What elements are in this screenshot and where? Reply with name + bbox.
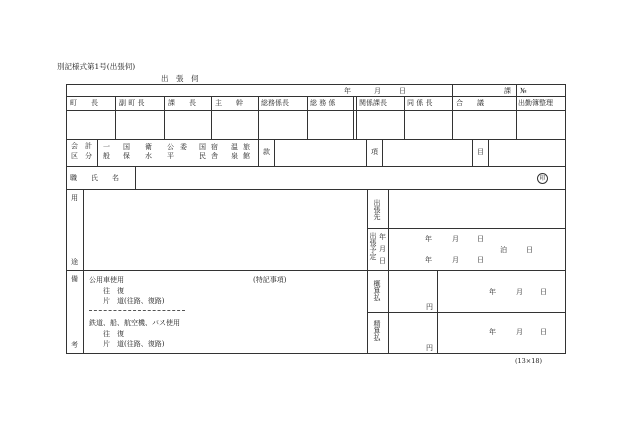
approver-attendance: 出勤簿整理: [518, 99, 553, 107]
acct-ryokan: 旅 館: [243, 143, 250, 160]
doc-title: 出 張 伺: [161, 74, 199, 83]
approver-general-chief: 総務係長: [261, 99, 289, 107]
settle-day: 日: [540, 328, 547, 336]
advance-month: 月: [516, 288, 523, 296]
accounting-label-1: 会 計: [71, 142, 92, 150]
accounting-label-2: 区 分: [71, 152, 92, 160]
ka-label: 課: [504, 87, 511, 95]
approver-mayor: 町 長: [70, 99, 98, 107]
acct-kokumin: 国 民: [199, 143, 206, 160]
transport-title: 鉄道、船、航空機、バス使用: [89, 319, 180, 327]
approver-section-chief: 課 長: [168, 99, 196, 107]
days-label: 日: [526, 246, 533, 254]
moku-label: 目: [477, 148, 484, 156]
advance-label: 概算払: [373, 280, 381, 301]
car-oneway: 片 道(往路、復路): [103, 297, 165, 305]
notes-bottom: 考: [71, 341, 78, 349]
acct-kohei: 公 平: [167, 143, 174, 160]
schedule-label: 出張予定: [369, 232, 377, 260]
notes-top: 備: [71, 275, 78, 283]
transport-round: 往 復: [103, 330, 124, 338]
form-title: 別記様式第1号(出張伺): [57, 62, 136, 71]
approver-deputy: 副 町 長: [119, 99, 145, 107]
settle-label: 精算払: [373, 320, 381, 341]
special-notes: (特記事項): [253, 276, 287, 284]
from-month: 月: [452, 235, 459, 243]
name-label: 職 氏 名: [70, 174, 119, 182]
schedule-sub-month: 月: [379, 245, 386, 253]
acct-onsen: 温 泉: [231, 143, 238, 160]
approver-consultation: 合 議: [456, 99, 484, 107]
to-month: 月: [452, 256, 459, 264]
purpose-top: 用: [71, 194, 78, 202]
car-title: 公用車使用: [89, 276, 124, 284]
form-frame: [66, 84, 566, 354]
advance-yen: 円: [426, 303, 433, 311]
schedule-sub-year: 年: [379, 233, 386, 241]
size-note: (13×18): [515, 357, 543, 365]
kan-label: 款: [263, 148, 270, 156]
advance-year: 年: [489, 288, 496, 296]
advance-day: 日: [540, 288, 547, 296]
no-label: №: [520, 87, 527, 95]
to-year: 年: [425, 256, 432, 264]
to-day: 日: [477, 256, 484, 264]
kou-label: 項: [371, 148, 378, 156]
date-year: 年: [344, 87, 351, 95]
settle-yen: 円: [426, 344, 433, 352]
nights-label: 泊: [500, 246, 507, 254]
date-day: 日: [399, 87, 406, 95]
schedule-sub-day: 日: [379, 257, 386, 265]
date-month: 月: [374, 87, 381, 95]
acct-ippan: 一 般: [103, 143, 110, 160]
approver-related-chief: 関係課長: [359, 99, 387, 107]
acct-eisui: 衛 水: [145, 143, 152, 160]
approver-same-chief: 同 係 長: [407, 99, 433, 107]
from-year: 年: [425, 235, 432, 243]
acct-i: 委: [180, 143, 187, 151]
acct-kokuho: 国 保: [123, 143, 130, 160]
purpose-bottom: 途: [71, 258, 78, 266]
from-day: 日: [477, 235, 484, 243]
car-round: 往 復: [103, 287, 124, 295]
destination-label: 出張先: [373, 199, 381, 220]
settle-month: 月: [516, 328, 523, 336]
approver-manager: 主 幹: [215, 99, 243, 107]
settle-year: 年: [489, 328, 496, 336]
seal-mark: 印: [537, 173, 548, 184]
transport-oneway: 片 道(往路、復路): [103, 340, 165, 348]
acct-shukusha: 宿 舎: [211, 143, 218, 160]
approver-general-staff: 総 務 係: [310, 99, 336, 107]
